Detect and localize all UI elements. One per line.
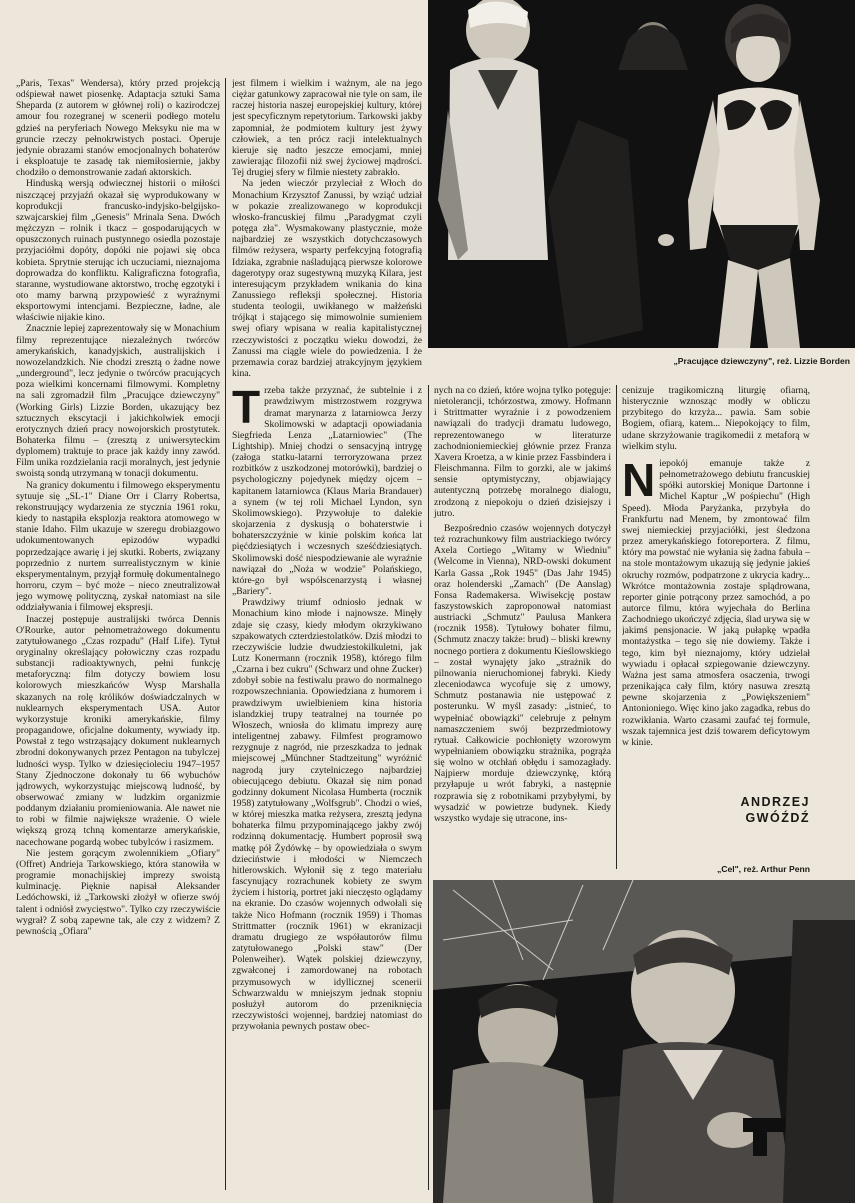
article-column-1 — [16, 78, 220, 1190]
paragraph: Znacznie lepiej zaprezentowały się w Monachium filmy reprezentujące niezależnych twórców amerykańskich, kanadyjskich, australijskich i nowozelandzkich. Nie chodzi zresztą o żadne nowe „underground", lecz jedynie o twórców pracujących poza wielkimi koncernami filmowymi. Kompletny na sali zgromadził film „Pracujące dziewczyny" (Working Girls) Lizzie Borden, ukazujący bez sztucznych ekscytacji i jakichkolwiek emocji erotycznych dzień pracy nowojorskich prostytutek. Bohaterka filmu – (zresztą z uniwersyteckim dyplomem) traktuje to prace jak każdy inny zawód. Film unika rozdzielania racji moralnych, jest jedynie swoistą sondą utrzymaną w tonacji dokumentu. — [16, 323, 220, 480]
paragraph — [622, 453, 810, 748]
photo-caption-bottom: „Cel", reż. Arthur Penn — [716, 864, 810, 874]
photo-caption-top: „Pracujące dziewczyny", reż. Lizzie Borden — [673, 356, 850, 366]
drop-cap: N — [622, 453, 656, 506]
paragraph: nych na co dzień, które wojna tylko potęguje: nietolerancji, tchórzostwa, zmowy. Hofmann i Strittmatter wyraźnie i z powodzeniem nawiązali do tradycji dramatu ludowego, reprezentowanego w literaturze zachodnioniemieckiej głównie przez Franza Xavera Kroetza, a w kinie przez Fassbindera i Fleischmanna. Film to gorzki, ale w jakimś sensie optymistyczny, objawiający autentyczną potrzebę moralnego dialogu, zrodzoną z niepokoju o dzień dzisiejszy i jutro. — [434, 385, 611, 519]
paragraph: Inaczej postępuje australijski twórca Dennis O'Rourke, autor pełnometrażowego dokumentu zatytułowanego „Czas rozpadu" (Half Life). Tytuł oryginalny określający połowiczny czas rozpadu substancji radioaktywnych, pełni funkcję metaforyczną: film dotyczy bowiem losu kolorowych mieszkańców Wysp Marshalla skazanych na rolę królików doświadczalnych w nuklearnych eksperymentach USA. Autor wykorzystuje kroniki amerykańskie, filmy propagandowe, oficjalne dokumenty, wywiady itp. Powstał z tego wstrząsający dokument nuklearnych zbrodni dokonywanych przez Pentagon na tubylczej ludności wysp. Tylko w dziesięcioleciu 1947–1957 Stany Zjednoczone dokonały tu 66 wybuchów jądrowych, wykorzystując miejscową ludność, by obserwować zmiany w ludzkim organizmie poddanym działaniu promieniowania. Ale nawet nie to robi w filmie największe wrażenie. O wiele większą grozą tchną komentarze amerykańskie, nacechowane pogardą wobec tubylców i rasizmem. — [16, 613, 220, 848]
article-column-4 — [622, 385, 810, 780]
film-still-working-girls — [428, 0, 855, 348]
paragraph: Bezpośrednio czasów wojennych dotyczył też rozrachunkowy film austriackiego twórcy Axela Cortiego „Witamy w Wiedniu" (Welcome in Vienna), NRD-owski dokument Karla Gassa „Rok 1945" (Das Jahr 1945) oraz holenderski „Zamach" (De Aanslag) Fonsa Rademakersa. Wiwisekcję postaw faszystowskich zaproponował natomiast austriacki „Schmutz" Paulusa Mankera (rocznik 1958). Tytułowy bohater filmu, (Schmutz znaczy także: brud) – bliski krewny nocnego portiera z dokumentu Kieślowskiego – został wynajęty jako „strażnik do pilnowania nieruchomionej fabryki. Kiedy zleceniodawca wycofuje się z umowy, Schmutz postanawia nie ustępować z posterunku. W myśl zasady: „istnieć, to wypełniać obowiązki" celebruje z pełnym namaszczeniem swój bezprzedmiotowy rytuał. Całkowicie pochłonięty wzorowym wypełnianiem obowiązku strażnika, pogrąża się wolno w otchłań obłędu i samozagłady. Najpierw morduje dziewczynkę, którą przyłapuje u wrót fabryki, a następnie rozprawia się z robotnikami przybyłymi, by wysadzić w powietrze budynek. Kiedy wszystko wydaje się utracone, ins- — [434, 522, 611, 824]
drop-cap: T — [232, 381, 261, 434]
paragraph: „Paris, Texas" Wendersa), który przed projekcją odśpiewał nawet piosenkę. Adaptacja sztuki Sama Sheparda (z autorem w głównej roli) o kazirodczej amour fou rozegranej w scenerii podłego motelu gdzieś na peryferiach Nowego Meksyku nie ma w gruncie rzeczy pełnokrwistych postaci. Operuje jedynie obrazami stanów emocjonalnych bohaterów i eksploatuje te zasadę tak niemiłosiernie, jakby chodziło o demonstrowanie zadań aktorskich. — [16, 78, 220, 179]
paragraph: jest filmem i wielkim i ważnym, ale na jego ciężar gatunkowy zapracował nie tyle on sam, ile raczej historia naszej europejskiej kultury, której jest specyficznym repetytorium. Tarkowski jakby zapomniał, że podmiotem kultury jest żywy człowiek, a ten prócz racji intelektualnych kieruje się nadto jeszcze emocjami, mniej zawierając filozofii niż swej życiowej mądrości. Tej drugiej sfery w filmie niestety zabrakło. — [232, 78, 422, 179]
author-byline — [690, 794, 810, 826]
paragraph-text: iepokój emanuje także z pełnometrażowego debiutu francuskiej spółki autorskiej Monique Dartonne i Michel Kaptur „W pośpiechu" (High Speed). Młoda Paryżanka, przybyła do Frankfurtu nad Menem, by zmontować film swej niemieckiej przyjaciółki, jest śledzona przez amerykańskiego fotoreportera. Z filmu, który ma powstać nie wyłania się żadna fabuła – na stole montażowym ukazują się jedynie jakieś okruchy rozmów, podpatrzone z ukrycia kadry... Wkrótce montażownia zostaje splądrowana, reporter ginie potrącony przez samochód, a po autorce filmu, która wyjechała do Berlina Zachodniego ukończyć zdjęcia, ślad urywa się w jakimś pensjonacie. W jaką pułapkę wpadła montażystka – tego się nie dowiemy. Także i tego, kim był nieznajomy, który udzielał wywiadu i opłacał szpiegowanie dziewczyny. Ważna jest sama atmosfera osaczenia, trwogi przenikająca cały film, który nasuwa zresztą pewne skojarzenia z „Powiększeniem" Antonioniego. Więc kino jako zagadka, rebus do rozwikłania. Warto czasami zaufać tej formule, wszak tajemnica jest dziś towarem deficytowym w kinie. — [622, 457, 810, 748]
column-divider — [616, 385, 617, 869]
paragraph: cenizuje tragikomiczną liturgię ofiarną, histerycznie wznosząc modły w obliczu przybitego do krzyża... pawia. Sam sobie Bogiem, ofiarą, katem... Niepokojący to film, udane skrzyżowanie tragikomedii z metaforą w wielkim stylu. — [622, 385, 810, 452]
column-divider — [225, 78, 226, 1190]
paragraph: Na granicy dokumentu i filmowego eksperymentu sytuuje się „SL-1" Diane Orr i Clarry Robertsa, rekonstruujący wydarzenia ze stycznia 1961 roku, kiedy to nastąpiła eksplozja reaktora atomowego w stanie Idaho. Film ukazuje w szeregu drobiazgowo udokumentowanych epizodów wypadki poprzedzające awarię i jej skutki. Roberts, związany poprzednio z nurtem surrealistycznym w kinie eksperymentalnym, przyjął formułę dokumentalnego horroru, czym – być może – nieco zneutralizował jego wymowę polityczną, zyskał natomiast na sile oddziaływania i filmowej ekspresji. — [16, 479, 220, 614]
author-first-name: ANDRZEJ — [740, 795, 810, 809]
paragraph: Prawdziwy triumf odniosło jednak w Monachium kino młode i najnowsze. Minęły zdaje się czasy, kiedy młodym okrzykiwano szpakowatych czterdziestolatków. Dziś młodzi to rzeczywiście ludzie dwudziestokilkuletni, jak Lutz Konermann (rocznik 1958), którego film „Czarna i bez cukru" (Schwarz und ohne Zucker) zdobył sobie na festiwalu prawo do normalnego rozpowszechniania. Opowiedziana z humorem i prawdziwym uwielbieniem kina historia islandzkiej trupy teatralnej na tournée po Włoszech, wniosła do klimatu imprezy aurę inteligentnej zabawy. Filmfest programowo rezygnuje z nagród, nie przeszkadza to jednak miejscowej „Münchner Stadtzeitung" wyróżnić nagrodą jury czytelniczego najbardziej obiecującego debiutu. Okazał się nim ponad godzinny dokument Nicolasa Humberta (rocznik 1958) zatytułowany „Wolfsgrub". Chodzi o wieś, w której mieszka matka reżysera, zresztą jedyna bohaterka filmu przypominającego jakby zwój rodzinną dokumentację. Humbert poprosił swą matkę pół Żydówkę – by opowiedziała o swym dzieciństwie i młodości w Niemczech hitlerowskich. Wyłonił się z tego materiału fascynujący rozrachunek kobiety ze swym życiem i historią, portret jaki nieczęsto oglądamy na ekranie. Do czasów wojennych odwołali się także Nico Hofmann (rocznik 1959) i Thomas Strittmatter (rocznik 1961) w ekranizacji dramatu drugiego ze współautorów filmu zatytułowanego „Polski staw" (Der Polenweiher). Wątek polskiej dziewczyny, zgwałconej i zamordowanej na robotach przymusowych w idyllicznej scenerii Schwarzwaldu w mniejszym jednak stopniu posłużył autorom do przeniknięcia rzeczywistości wojennej, bardziej natomiast do przywołania pewnych postaw obec- — [232, 597, 422, 1033]
paragraph: Hinduską wersją odwiecznej historii o miłości niszczącej przyjaźń okazał się wyprodukowany w koprodukcji francusko-indyjsko-belgijsko-szwajcarskiej film „Genesis" Mrinala Sena. Dwóch mężczyzn – rolnik i tkacz – gospodarujących w opuszczonych ruinach pustynnego osiedla pozostaje przyjaciółmi dopóty, dopóki nie pojawi się obca kobieta. Sprytnie sterując ich uczuciami, nieznajoma doprowadza do konfliktu. Kaligraficzna fotografia, staranne, wystudiowane aktorstwo, trochę egzotyki i oto mamy barwną przypowieść z wyraźnymi eksportowymi intencjami. Bezpieczne, ładne, ale właściwie nijakie kino. — [16, 178, 220, 324]
film-still-target — [433, 880, 855, 1203]
photo-image — [433, 880, 855, 1203]
author-last-name: GWÓŹDŹ — [745, 811, 810, 825]
photo-image — [428, 0, 855, 348]
paragraph: Nie jestem gorącym zwolennikiem „Ofiary" (Offret) Andrieja Tarkowskiego, która stanowiła w programie monachijskiej imprezy swoistą kulminację. Pięknie napisał Aleksander Ledóchowski, iż „Tarkowski złożył w ofierze swój talent i odniósł zwycięstwo". Tylko czy rzeczywiście wygrał? Z sobą zapewne tak, ale czy z widzem? Z pewnością „Ofiara" — [16, 847, 220, 937]
paragraph-text: rzeba także przyznać, że subtelnie i z prawdziwym mistrzostwem rozgrywa dramat marynarza z latarniowca Jerzy Skolimowski w adaptacji opowiadania Siegfrieda Lenza „Latarniowiec" (The Lightship). Mniej chodzi o sensacyjną intrygę (załoga statku-latarni terroryzowana przez rozbitków z uszkodzonej motorówki), bardziej o psychologiczny pojedynek między ojcem – kapitanem latarniowca (Klaus Maria Brandauer) a synem (w tej roli Michael Lyndon, syn Skolimowskiego). Przywołuje to dalekie skojarzenia z dyskusją o bohaterstwie i bohaterszczyźnie w kinie polskim końca lat pięćdziesiątych i wczesnych sześćdziesiątych. Skolimowski dość niespodziewanie ale wyraźnie nawiązał do „Noża w wodzie" Polańskiego, które-go był współscenarzystą i własnej „Bariery". — [232, 385, 422, 598]
article-column-3 — [428, 385, 611, 869]
article-column-2 — [232, 78, 422, 1190]
paragraph — [232, 381, 422, 598]
paragraph: Na jeden wieczór przyleciał z Włoch do Monachium Krzysztof Zanussi, by wziąć udział w pokazie zrealizowanego w koprodukcji włosko-francuskiej filmu „Paradygmat czyli potęga zła". Wysmakowany plastycznie, może najbardziej ze wszystkich dotychczasowych filmów reżysera, wsparty perfekcyjną fotografią Idziaka, zgrabnie naśladującą pierwsze kolorowe dagerotypy oraz sugestywną muzyką Kilara, jest interesującym przykładem wnikania do kina Zanussiego refleksji społecznej. Historia studenta teologii, uwikłanego w małżeński trójkąt i stającego się mimowolnie sumieniem swej ofiary wpisana w realia kapitalistycznej rzeczywistości z początku wieku dowodzi, że Zanussi ma ciągle wiele do powiedzenia. I że przemawia coraz bardziej atrakcyjnym językiem kina. — [232, 178, 422, 380]
